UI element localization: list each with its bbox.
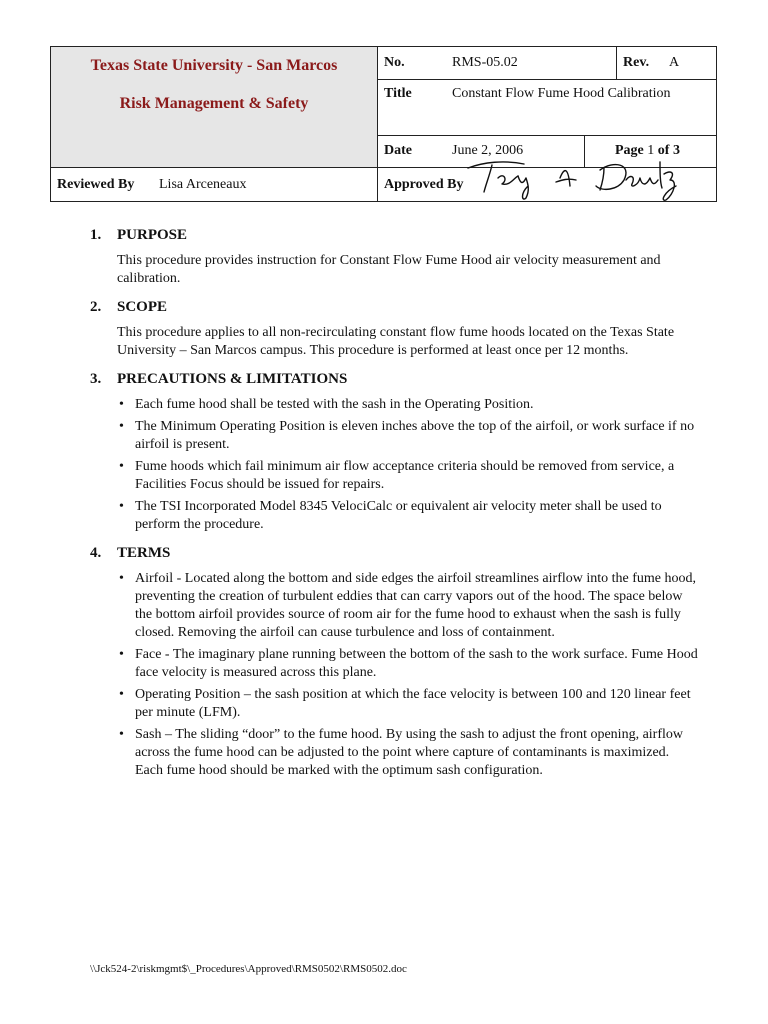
date-label: Date [384,143,412,158]
section-precautions [90,370,700,534]
document-title-label: Title [384,86,412,101]
list-item: • Fume hoods which fail minimum air flow acceptance criteria should be removed from service, a Facilities Focus should be issued for repairs. [119,459,675,492]
terms-list [117,570,700,780]
bullet-icon: • [119,419,124,434]
page-total: 3 [672,143,680,158]
section-title: SCOPE [117,299,168,315]
reviewed-by-label: Reviewed By [57,177,135,192]
section-number: 2. [90,299,102,315]
section-paragraph: This procedure applies to all non-recirculating constant flow fume hoods located on the Texas State University – San Marcos campus. This procedure is performed at least once per 12 months. [117,325,675,358]
organization-name: Texas State University - San Marcos [90,57,338,74]
bullet-icon: • [119,647,124,662]
document-number-value: RMS-05.02 [452,55,518,70]
reviewed-by-cell [51,168,378,202]
list-item: • Face - The imaginary plane running between the bottom of the sash to the work surface. Fume Hood face velocity is measured across this plane. [119,647,698,680]
list-item: • The Minimum Operating Position is eleven inches above the top of the airfoil, or work surface if no airfoil is present. [119,419,695,452]
approver-signature [464,156,684,204]
bullet-icon: • [119,397,124,412]
page-current: 1 [647,143,655,158]
section-paragraph: This procedure provides instruction for Constant Flow Fume Hood air velocity measurement and calibration. [117,253,661,286]
section-title: PURPOSE [117,227,188,243]
revision-cell [617,47,717,80]
list-item: • Operating Position – the sash position at which the face velocity is between 100 and 120 linear feet per minute (LFM). [119,687,691,720]
file-path-footer: \\Jck524-2\riskmgmt$\_Procedures\Approved\RMS0502\RMS0502.doc [90,963,407,975]
date-value: June 2, 2006 [452,143,524,158]
revision-value: A [669,55,680,70]
section-title: TERMS [117,545,171,561]
list-item: • Airfoil - Located along the bottom and side edges the airfoil streamlines airflow into the fume hood, preventing the creation of turbulent eddies that can carry vapors out of the hood. The space below the bottom airfoil provides source of room air for the fume hood to exhaust when the sash is fully closed. Removing the airfoil can cause turbulence and loss of containment. [119,571,697,640]
document-title-cell [378,80,717,136]
precautions-list [117,396,700,534]
page-of-label: of [657,143,670,158]
section-number: 1. [90,227,102,243]
bullet-icon: • [119,687,124,702]
bullet-icon: • [119,727,124,742]
bullet-icon: • [119,499,124,514]
section-terms [90,544,700,780]
bullet-icon: • [119,459,124,474]
section-title: PRECAUTIONS & LIMITATIONS [117,371,348,387]
reviewed-by-value: Lisa Arceneaux [159,177,247,192]
section-number: 4. [90,545,102,561]
section-scope [90,298,700,360]
approved-by-cell [378,168,717,202]
organization-department: Risk Management & Safety [119,95,309,112]
revision-label: Rev. [623,55,650,70]
section-purpose [90,226,700,288]
approved-by-label: Approved By [384,177,464,192]
document-title-value: Constant Flow Fume Hood Calibration [452,86,671,101]
document-number-cell [378,47,617,80]
document-body [90,226,700,790]
list-item: • Each fume hood shall be tested with the sash in the Operating Position. [119,397,534,412]
list-item: • Sash – The sliding “door” to the fume hood. By using the sash to adjust the front opening, airflow across the fume hood can be adjusted to the point where capture of contaminants is maximized. Each fume hood should be marked with the optimum sash configuration. [119,727,683,778]
page-label: Page [615,143,644,158]
list-item: • The TSI Incorporated Model 8345 VelociCalc or equivalent air velocity meter shall be used to perform the procedure. [119,499,662,532]
document-number-label: No. [384,55,405,70]
document-header-table [50,46,717,202]
organization-cell [51,47,378,168]
section-number: 3. [90,371,102,387]
bullet-icon: • [119,571,124,586]
